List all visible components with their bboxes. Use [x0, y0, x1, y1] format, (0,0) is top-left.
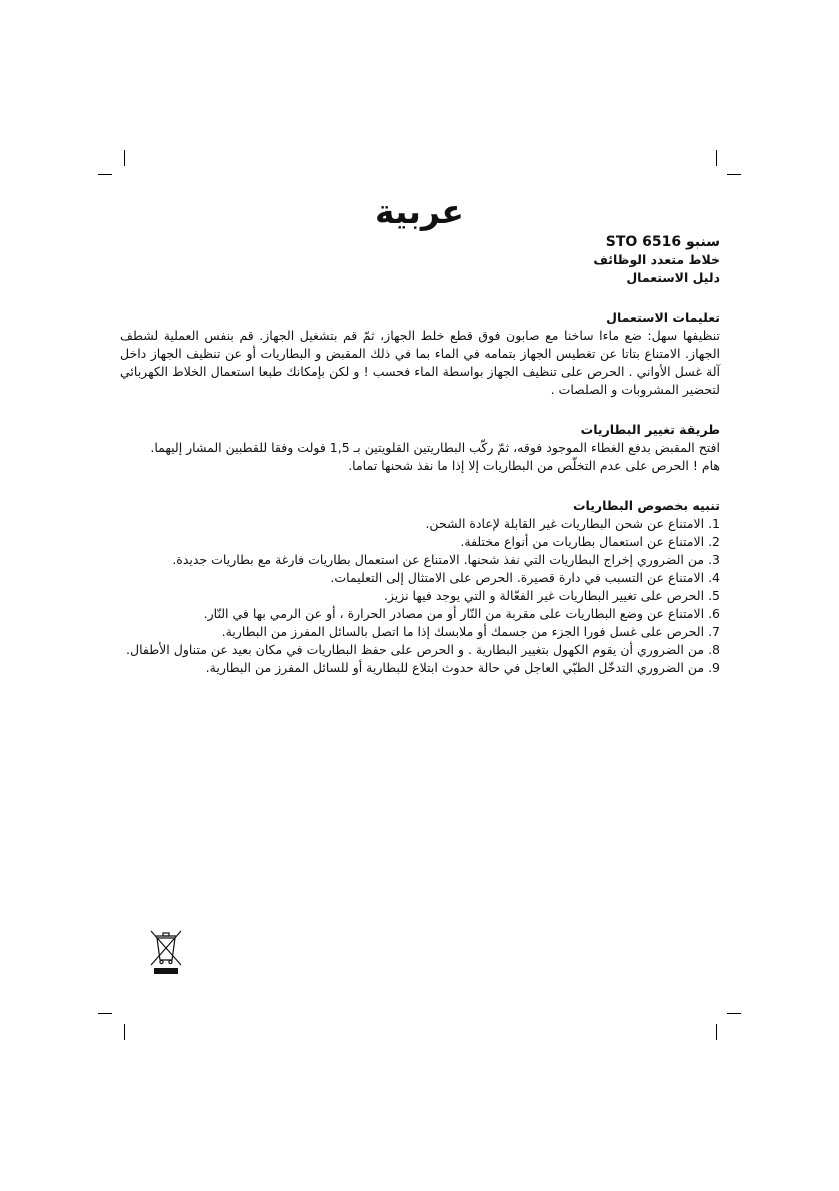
- battery-warning-list: [120, 515, 720, 677]
- instructions-body: تنظيفها سهل: ضع ماءا ساخنا مع صابون فوق قطع خلط الجهاز، ثمّ قم بتشغيل الجهاز. قم بنفس العملية لشطف الجهاز. الامتناع بتاتا عن تغطيس الجهاز بتمامه في الماء بما في ذلك المقبض و البطاريات أو عن تنظيف الجهاز داخل آلة غسل الأواني . الحرص على تنظيف الجهاز بواسطة الماء فحسب ! و لكن بإمكانك طبعا استعمال الخلاط الكهربائي لتحضير المشروبات و الصلصات .: [120, 328, 720, 397]
- crossed-out-wheelie-bin-icon: [149, 929, 183, 975]
- list-item: 9.من الضروري التدخّل الطبّي العاجل في حالة حدوث ابتلاع للبطارية أو للسائل المفرز من البطارية.: [205, 660, 720, 675]
- list-item: 7.الحرص على غسل فورا الجزء من جسمك أو ملابسك إذا ما اتصل بالسائل المفرز من البطارية.: [221, 624, 720, 639]
- battery-change-note: هام ! الحرص على عدم التخلّص من البطاريات إلا إذا ما نفذ شحنها تماما.: [348, 458, 720, 473]
- crop-mark: [727, 174, 741, 175]
- crop-mark: [98, 1013, 112, 1014]
- list-item: 5.الحرص على تغيير البطاريات غير الفعّالة و التي يوجد فيها نزيز.: [383, 588, 720, 603]
- crop-mark: [716, 1024, 717, 1040]
- list-item: 3.من الضروري إخراج البطاريات التي نفذ شحنها. الامتناع عن استعمال بطاريات فارغة مع بطاريات جديدة.: [172, 552, 720, 567]
- battery-warning-title: تنبيه بخصوص البطاريات: [572, 498, 720, 513]
- manual-content: [120, 233, 720, 677]
- list-item: 4.الامتناع عن التسبب في دارة قصيرة. الحرص على الامتثال إلى التعليمات.: [330, 570, 720, 585]
- crop-mark: [98, 174, 112, 175]
- crop-mark: [124, 1024, 125, 1040]
- list-item: 1.الامتناع عن شحن البطاريات غير القابلة لإعادة الشحن.: [425, 516, 720, 531]
- instructions-title: تعليمات الاستعمال: [606, 310, 720, 325]
- crop-mark: [124, 150, 125, 166]
- list-item: 2.الامتناع عن استعمال بطاريات من أنواع مختلفة.: [460, 534, 720, 549]
- page-heading: عربية: [375, 192, 464, 231]
- crop-mark: [727, 1013, 741, 1014]
- crop-mark: [716, 150, 717, 166]
- list-item: 8.من الضروري أن يقوم الكهول بتغيير البطارية . و الحرص على حفظ البطاريات في مكان بعيد عن متناول الأطفال.: [126, 642, 720, 657]
- battery-change-line: افتح المقبض بدفع الغطاء الموجود فوقه، ثمّ ركّب البطاريتين القلويتين بـ 1,5 فولت وفقا للقطبين المشار إليهما.: [150, 440, 720, 455]
- battery-change-title: طريقة تغيير البطاريات: [580, 422, 720, 437]
- manual-title: دليل الاستعمال: [626, 270, 720, 285]
- list-item: 6.الامتناع عن وضع البطاريات على مقربة من النّار أو من مصادر الحرارة ، أو عن الرمي بها في النّار.: [203, 606, 720, 621]
- model-name: سنبو STO 6516: [605, 234, 720, 250]
- product-name: خلاط متعدد الوظائف: [593, 252, 720, 267]
